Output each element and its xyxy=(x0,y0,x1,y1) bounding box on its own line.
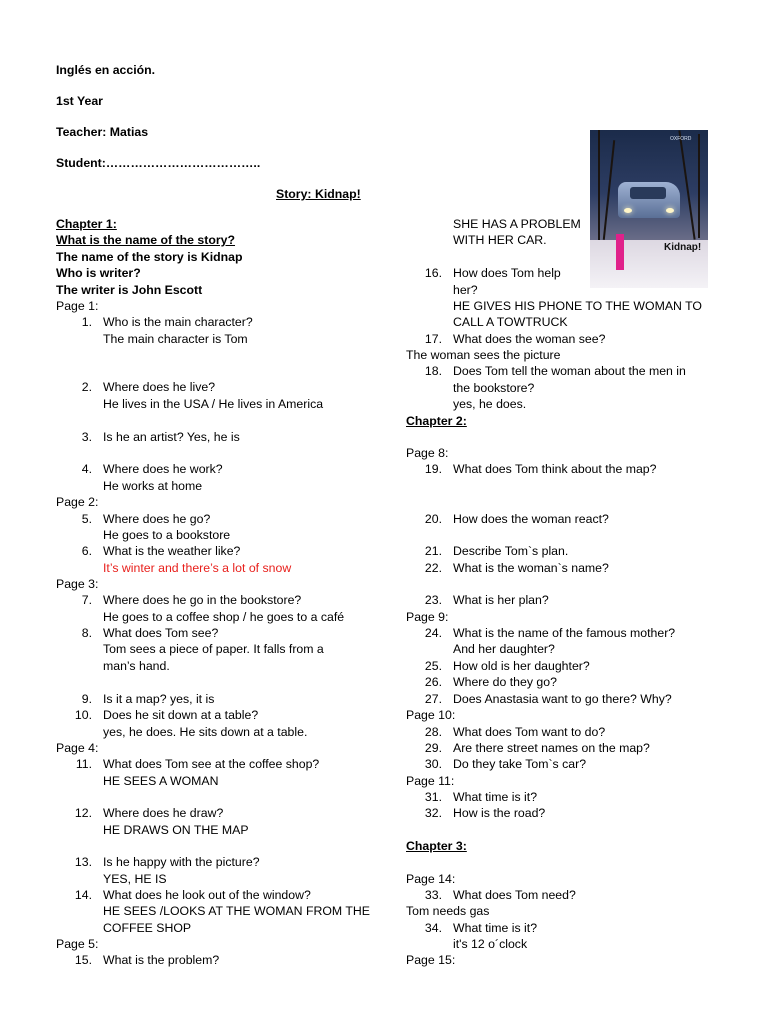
item-number: 30. xyxy=(424,757,442,771)
item-number: 17. xyxy=(424,332,442,346)
page-2-label: Page 2: xyxy=(56,495,99,509)
item-number: 12. xyxy=(74,806,92,820)
item-number: 21. xyxy=(424,544,442,558)
answer-text: it's 12 o´clock xyxy=(453,937,528,951)
answer-text: HE DRAWS ON THE MAP xyxy=(103,823,249,837)
book-cover-image xyxy=(590,130,708,288)
answer-writer: The writer is John Escott xyxy=(56,283,203,297)
cover-title: Kidnap! xyxy=(664,242,702,253)
answer-text: WITH HER CAR. xyxy=(453,233,547,247)
course-name: Inglés en acción. xyxy=(56,63,156,77)
answer-text-highlighted: It’s winter and there’s a lot of snow xyxy=(103,561,292,575)
answer-text: Tom needs gas xyxy=(406,904,490,918)
question-text: What time is it? xyxy=(453,921,538,935)
page-3-label: Page 3: xyxy=(56,577,99,591)
item-number: 5. xyxy=(81,512,92,526)
item-number: 15. xyxy=(74,953,92,967)
question-text: How old is her daughter? xyxy=(453,659,590,673)
page-10-label: Page 10: xyxy=(406,708,456,722)
question-text: What does Tom want to do? xyxy=(453,725,606,739)
item-number: 31. xyxy=(424,790,442,804)
item-number: 27. xyxy=(424,692,442,706)
answer-text: CALL A TOWTRUCK xyxy=(453,315,568,329)
question-text: What does he look out of the window? xyxy=(103,888,311,902)
item-number: 33. xyxy=(424,888,442,902)
question-text: What does Tom see? xyxy=(103,626,219,640)
item-number: 24. xyxy=(424,626,442,640)
question-text: Describe Tom`s plan. xyxy=(453,544,569,558)
question-text: And her daughter? xyxy=(453,642,555,656)
teacher-label: Teacher: Matias xyxy=(56,125,149,139)
question-text: What is the name of the famous mother? xyxy=(453,626,676,640)
page-9-label: Page 9: xyxy=(406,610,449,624)
answer-text: He goes to a coffee shop / he goes to a café xyxy=(103,610,345,624)
chapter-2-heading: Chapter 2: xyxy=(406,414,467,428)
answer-text: He lives in the USA / He lives in America xyxy=(103,397,324,411)
answer-text: The woman sees the picture xyxy=(406,348,561,362)
question-text: Is he happy with the picture? xyxy=(103,855,260,869)
year-label: 1st Year xyxy=(56,94,103,108)
page-4-label: Page 4: xyxy=(56,741,99,755)
answer-text: HE GIVES HIS PHONE TO THE WOMAN TO xyxy=(453,299,702,313)
answer-text: COFFEE SHOP xyxy=(103,921,192,935)
item-number: 9. xyxy=(81,692,92,706)
item-number: 11. xyxy=(75,757,92,771)
answer-text: her? xyxy=(453,283,478,297)
item-number: 25. xyxy=(424,659,442,673)
item-number: 16. xyxy=(424,266,442,280)
page-5-label: Page 5: xyxy=(56,937,99,951)
question-text: Where does he go? xyxy=(103,512,211,526)
question-story-name: What is the name of the story? xyxy=(56,233,236,247)
answer-text: yes, he does. xyxy=(453,397,527,411)
question-text: What does Tom see at the coffee shop? xyxy=(103,757,320,771)
story-title: Story: Kidnap! xyxy=(276,187,361,201)
question-text: What is the problem? xyxy=(103,953,220,967)
question-text: What does Tom need? xyxy=(453,888,576,902)
question-text: Where do they go? xyxy=(453,675,557,689)
answer-text: He works at home xyxy=(103,479,203,493)
item-number: 28. xyxy=(424,725,442,739)
question-text: Are there street names on the map? xyxy=(453,741,650,755)
item-number: 23. xyxy=(424,593,442,607)
publisher-logo: OXFORD xyxy=(670,136,692,142)
chapter-3-heading: Chapter 3: xyxy=(406,839,467,853)
answer-text: HE SEES A WOMAN xyxy=(103,774,219,788)
question-text: What does the woman see? xyxy=(453,332,606,346)
item-number: 22. xyxy=(424,561,442,575)
question-text: Do they take Tom`s car? xyxy=(453,757,587,771)
answer-text: yes, he does. He sits down at a table. xyxy=(103,725,308,739)
page-15-label: Page 15: xyxy=(406,953,456,967)
answer-text: Tom sees a piece of paper. It falls from a xyxy=(103,642,324,656)
item-number: 1. xyxy=(81,315,92,329)
question-text: What is the weather like? xyxy=(103,544,241,558)
question-text: Where does he live? xyxy=(103,380,216,394)
chapter-1-heading: Chapter 1: xyxy=(56,217,117,231)
question-text: Does Tom tell the woman about the men in xyxy=(453,364,686,378)
item-number: 20. xyxy=(424,512,442,526)
page-14-label: Page 14: xyxy=(406,872,456,886)
item-number: 14. xyxy=(74,888,92,902)
question-text: Does Anastasia want to go there? Why? xyxy=(453,692,672,706)
answer-story-name: The name of the story is Kidnap xyxy=(56,250,243,264)
question-text: Is it a map? yes, it is xyxy=(103,692,215,706)
item-number: 19. xyxy=(424,462,442,476)
item-number: 4. xyxy=(81,462,92,476)
question-text: What is the woman`s name? xyxy=(453,561,609,575)
item-number: 7. xyxy=(81,593,92,607)
question-text: Where does he go in the bookstore? xyxy=(103,593,302,607)
item-number: 18. xyxy=(424,364,442,378)
item-number: 6. xyxy=(81,544,92,558)
answer-text: He goes to a bookstore xyxy=(103,528,231,542)
answer-text: HE SEES /LOOKS AT THE WOMAN FROM THE xyxy=(103,904,370,918)
item-number: 10. xyxy=(74,708,92,722)
page-8-label: Page 8: xyxy=(406,446,449,460)
answer-text: SHE HAS A PROBLEM xyxy=(453,217,581,231)
question-text: How is the road? xyxy=(453,806,546,820)
page-11-label: Page 11: xyxy=(406,774,455,788)
question-text: Where does he work? xyxy=(103,462,223,476)
item-number: 3. xyxy=(81,430,92,444)
question-text: How does the woman react? xyxy=(453,512,609,526)
answer-text: YES, HE IS xyxy=(103,872,167,886)
question-text: Where does he draw? xyxy=(103,806,224,820)
student-field: Student:……………………………….. xyxy=(56,156,261,170)
item-number: 32. xyxy=(424,806,442,820)
question-text: Is he an artist? Yes, he is xyxy=(103,430,240,444)
item-number: 34. xyxy=(424,921,442,935)
question-text: How does Tom help xyxy=(453,266,561,280)
question-text: What time is it? xyxy=(453,790,538,804)
answer-text: The main character is Tom xyxy=(103,332,248,346)
item-number: 13. xyxy=(74,855,92,869)
answer-text: the bookstore? xyxy=(453,381,535,395)
question-text: What is her plan? xyxy=(453,593,549,607)
answer-text: man’s hand. xyxy=(103,659,170,673)
question-text: Does he sit down at a table? xyxy=(103,708,259,722)
question-text: What does Tom think about the map? xyxy=(453,462,657,476)
item-number: 29. xyxy=(424,741,442,755)
question-writer: Who is writer? xyxy=(56,266,141,280)
page-1-label: Page 1: xyxy=(56,299,99,313)
item-number: 8. xyxy=(81,626,92,640)
item-number: 26. xyxy=(424,675,442,689)
question-text: Who is the main character? xyxy=(103,315,253,329)
item-number: 2. xyxy=(81,380,92,394)
